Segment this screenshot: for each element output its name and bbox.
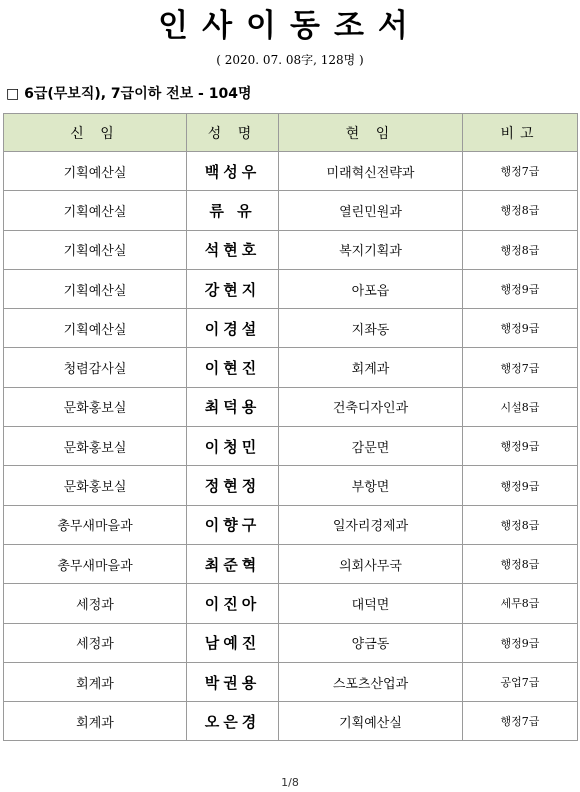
cell-note: 행정7급 xyxy=(463,348,578,387)
cell-new-post: 기획예산실 xyxy=(4,309,187,348)
cell-current-post: 스포츠산업과 xyxy=(279,662,463,701)
cell-note: 행정9급 xyxy=(463,466,578,505)
cell-new-post: 회계과 xyxy=(4,662,187,701)
cell-note: 행정8급 xyxy=(463,505,578,544)
header-new-post: 신 임 xyxy=(4,114,187,152)
cell-current-post: 아포읍 xyxy=(279,269,463,308)
cell-name: 이청민 xyxy=(187,427,279,466)
section-heading: □ 6급(무보직), 7급이하 전보 - 104명 xyxy=(6,86,252,102)
cell-current-post: 건축디자인과 xyxy=(279,387,463,426)
cell-new-post: 총무새마을과 xyxy=(4,505,187,544)
cell-current-post: 미래혁신전략과 xyxy=(279,152,463,191)
cell-note: 행정8급 xyxy=(463,230,578,269)
cell-current-post: 대덕면 xyxy=(279,584,463,623)
cell-new-post: 문화홍보실 xyxy=(4,427,187,466)
document-subtitle: ( 2020. 07. 08字, 128명 ) xyxy=(216,53,364,67)
cell-new-post: 문화홍보실 xyxy=(4,387,187,426)
table-row xyxy=(4,152,578,191)
cell-note: 공업7급 xyxy=(463,662,578,701)
cell-new-post: 총무새마을과 xyxy=(4,544,187,583)
table-header-row xyxy=(4,114,578,152)
cell-note: 시설8급 xyxy=(463,387,578,426)
table-row xyxy=(4,191,578,230)
cell-current-post: 의회사무국 xyxy=(279,544,463,583)
header-current-post: 현 임 xyxy=(279,114,463,152)
cell-new-post: 세정과 xyxy=(4,584,187,623)
cell-new-post: 기획예산실 xyxy=(4,269,187,308)
table-row xyxy=(4,584,578,623)
table-row xyxy=(4,230,578,269)
cell-name: 석현호 xyxy=(187,230,279,269)
table-row xyxy=(4,387,578,426)
cell-name: 류 유 xyxy=(187,191,279,230)
cell-current-post: 복지기획과 xyxy=(279,230,463,269)
header-name: 성 명 xyxy=(187,114,279,152)
cell-note: 행정9급 xyxy=(463,309,578,348)
cell-current-post: 회계과 xyxy=(279,348,463,387)
table-row xyxy=(4,544,578,583)
cell-new-post: 기획예산실 xyxy=(4,152,187,191)
page-number: 1/8 xyxy=(281,776,299,789)
table-row xyxy=(4,623,578,662)
cell-name: 이향구 xyxy=(187,505,279,544)
table-row xyxy=(4,427,578,466)
cell-new-post: 세정과 xyxy=(4,623,187,662)
table-row xyxy=(4,702,578,741)
transfer-table xyxy=(3,113,578,741)
header-note: 비고 xyxy=(463,114,578,152)
cell-name: 이진아 xyxy=(187,584,279,623)
cell-name: 남예진 xyxy=(187,623,279,662)
cell-note: 행정8급 xyxy=(463,191,578,230)
table-row xyxy=(4,309,578,348)
cell-name: 강현지 xyxy=(187,269,279,308)
cell-note: 세무8급 xyxy=(463,584,578,623)
cell-current-post: 양금동 xyxy=(279,623,463,662)
cell-note: 행정9급 xyxy=(463,427,578,466)
cell-current-post: 감문면 xyxy=(279,427,463,466)
cell-note: 행정9급 xyxy=(463,269,578,308)
cell-name: 박권용 xyxy=(187,662,279,701)
cell-name: 오은경 xyxy=(187,702,279,741)
table-row xyxy=(4,505,578,544)
cell-note: 행정7급 xyxy=(463,152,578,191)
cell-current-post: 부항면 xyxy=(279,466,463,505)
cell-name: 최준혁 xyxy=(187,544,279,583)
cell-note: 행정8급 xyxy=(463,544,578,583)
table-row xyxy=(4,466,578,505)
cell-name: 이현진 xyxy=(187,348,279,387)
table-row xyxy=(4,662,578,701)
cell-current-post: 일자리경제과 xyxy=(279,505,463,544)
cell-new-post: 문화홍보실 xyxy=(4,466,187,505)
cell-note: 행정9급 xyxy=(463,623,578,662)
document-title: 인사이동조서 xyxy=(158,8,422,44)
cell-new-post: 청렴감사실 xyxy=(4,348,187,387)
cell-new-post: 기획예산실 xyxy=(4,191,187,230)
cell-current-post: 지좌동 xyxy=(279,309,463,348)
cell-name: 이경설 xyxy=(187,309,279,348)
cell-note: 행정7급 xyxy=(463,702,578,741)
table-row xyxy=(4,269,578,308)
cell-new-post: 기획예산실 xyxy=(4,230,187,269)
cell-name: 정현정 xyxy=(187,466,279,505)
cell-current-post: 기획예산실 xyxy=(279,702,463,741)
cell-name: 최덕용 xyxy=(187,387,279,426)
cell-name: 백성우 xyxy=(187,152,279,191)
cell-current-post: 열린민원과 xyxy=(279,191,463,230)
cell-new-post: 회계과 xyxy=(4,702,187,741)
table-row xyxy=(4,348,578,387)
